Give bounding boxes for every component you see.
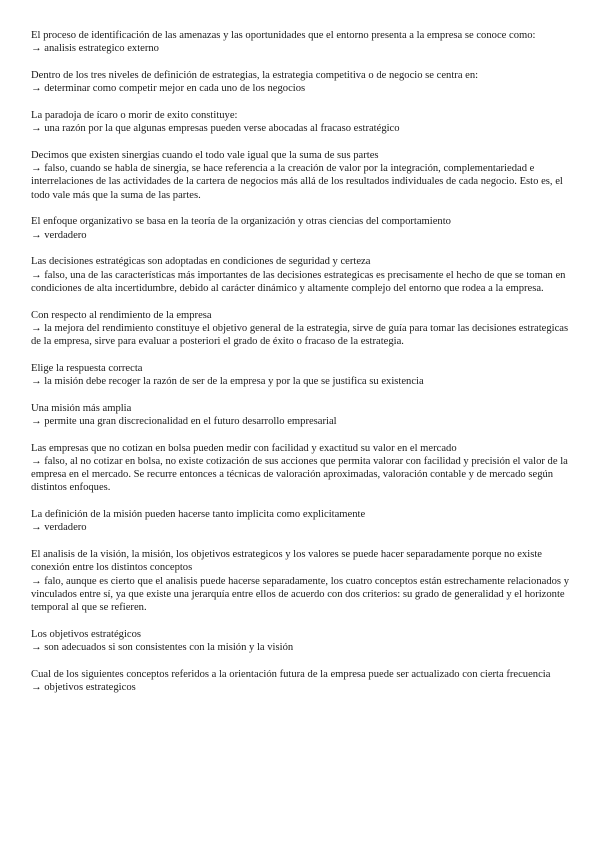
question-text: Las decisiones estratégicas son adoptadas en condiciones de seguridad y certeza — [31, 256, 371, 268]
question-text: Una misión más amplia — [31, 402, 132, 414]
answer-text: → falo, aunque es cierto que el analisis puede hacerse separadamente, los cuatro conceptos están estrechamente relacionados y vinculados entre sí, ya que existe una jerarquía entre ellos de acuerdo con dos criterios: su grado de generalidad y el horizonte temporal al que se refieren. — [31, 575, 569, 614]
answer-text: → son adecuados si son consistentes con la misión y la visión — [31, 642, 294, 654]
qa-item — [31, 149, 576, 202]
qa-item — [31, 442, 576, 495]
qa-item — [31, 362, 576, 388]
qa-item — [31, 508, 576, 534]
qa-item — [31, 255, 576, 295]
qa-item — [31, 109, 576, 135]
question-text: Decimos que existen sinergias cuando el todo vale igual que la suma de sus partes — [31, 150, 379, 161]
qa-item — [31, 548, 576, 614]
qa-item — [31, 215, 576, 241]
question-text: Dentro de los tres niveles de definición de estrategias, la estrategia competitiva o de negocio se centra en: — [31, 70, 479, 81]
question-text: El enfoque organizativo se basa en la teoría de la organización y otras ciencias del comportamiento — [31, 216, 451, 228]
answer-text: → permite una gran discrecionalidad en el futuro desarrollo empresarial — [31, 416, 337, 428]
question-text: La paradoja de ícaro o morir de exito constituye: — [31, 110, 238, 121]
qa-item — [31, 309, 576, 349]
answer-text: → la mejora del rendimiento constituye el objetivo general de la estrategia, sirve de guía para tomar las decisiones estrategicas de la empresa, sirve para evaluar a posteriori el grado de éxito o fracaso de la estrategia. — [31, 322, 569, 348]
document-page — [31, 29, 576, 708]
question-text: La definición de la misión pueden hacerse tanto implicita como explicitamente — [31, 509, 366, 521]
question-text: El analisis de la visión, la misión, los objetivos estrategicos y los valores se puede hacer separadamente porque no existe conexión entre los distintos conceptos — [31, 549, 543, 574]
answer-text: → verdadero — [31, 522, 87, 534]
question-text: Cual de los siguientes conceptos referidos a la orientación futura de la empresa puede ser actualizado con cierta frecuencia — [31, 668, 551, 680]
answer-text: → determinar como competir mejor en cada uno de los negocios — [31, 83, 306, 95]
question-text: Las empresas que no cotizan en bolsa pueden medir con facilidad y exactitud su valor en el mercado — [31, 442, 457, 454]
answer-text: → la misión debe recoger la razón de ser de la empresa y por la que se justifica su existencia — [31, 376, 424, 388]
answer-text: → analisis estrategico externo — [31, 43, 159, 55]
question-text: El proceso de identificación de las amenazas y las oportunidades que el entorno presenta a la empresa se conoce como: — [31, 30, 536, 41]
question-text: Con respecto al rendimiento de la empresa — [31, 309, 212, 321]
answer-text: → objetivos estrategicos — [31, 682, 136, 694]
qa-item — [31, 402, 576, 428]
question-text: Elige la respuesta correcta — [31, 362, 143, 374]
answer-text: → falso, al no cotizar en bolsa, no existe cotización de sus acciones que permita valorar con facilidad y precisión el valor de la empresa en el mercado. Se recurre entonces a técnicas de valoración aproximadas, valoración contable y de mercado según distintos enfoques. — [31, 456, 568, 494]
answer-text: → verdadero — [31, 229, 87, 241]
answer-text: → falso, una de las características más importantes de las decisiones estrategicas es precisamente el hecho de que se toman en condiciones de alta incertidumbre, debido al carácter dinámico y altamente complejo del entorno que rodea a la empresa. — [31, 269, 566, 294]
answer-text: → falso, cuando se habla de sinergia, se hace referencia a la creación de valor por la integración, complementariedad e interrelaciones de las actividades de la cartera de negocios más allá de los resultados individuales de cada negocio. Esto es, el todo vale más que la suma de las partes. — [31, 163, 563, 201]
qa-item — [31, 69, 576, 95]
answer-text: → una razón por la que algunas empresas pueden verse abocadas al fracaso estratégico — [31, 123, 400, 135]
qa-item — [31, 628, 576, 654]
qa-item — [31, 29, 576, 55]
question-text: Los objetivos estratégicos — [31, 628, 142, 640]
qa-item — [31, 668, 576, 694]
